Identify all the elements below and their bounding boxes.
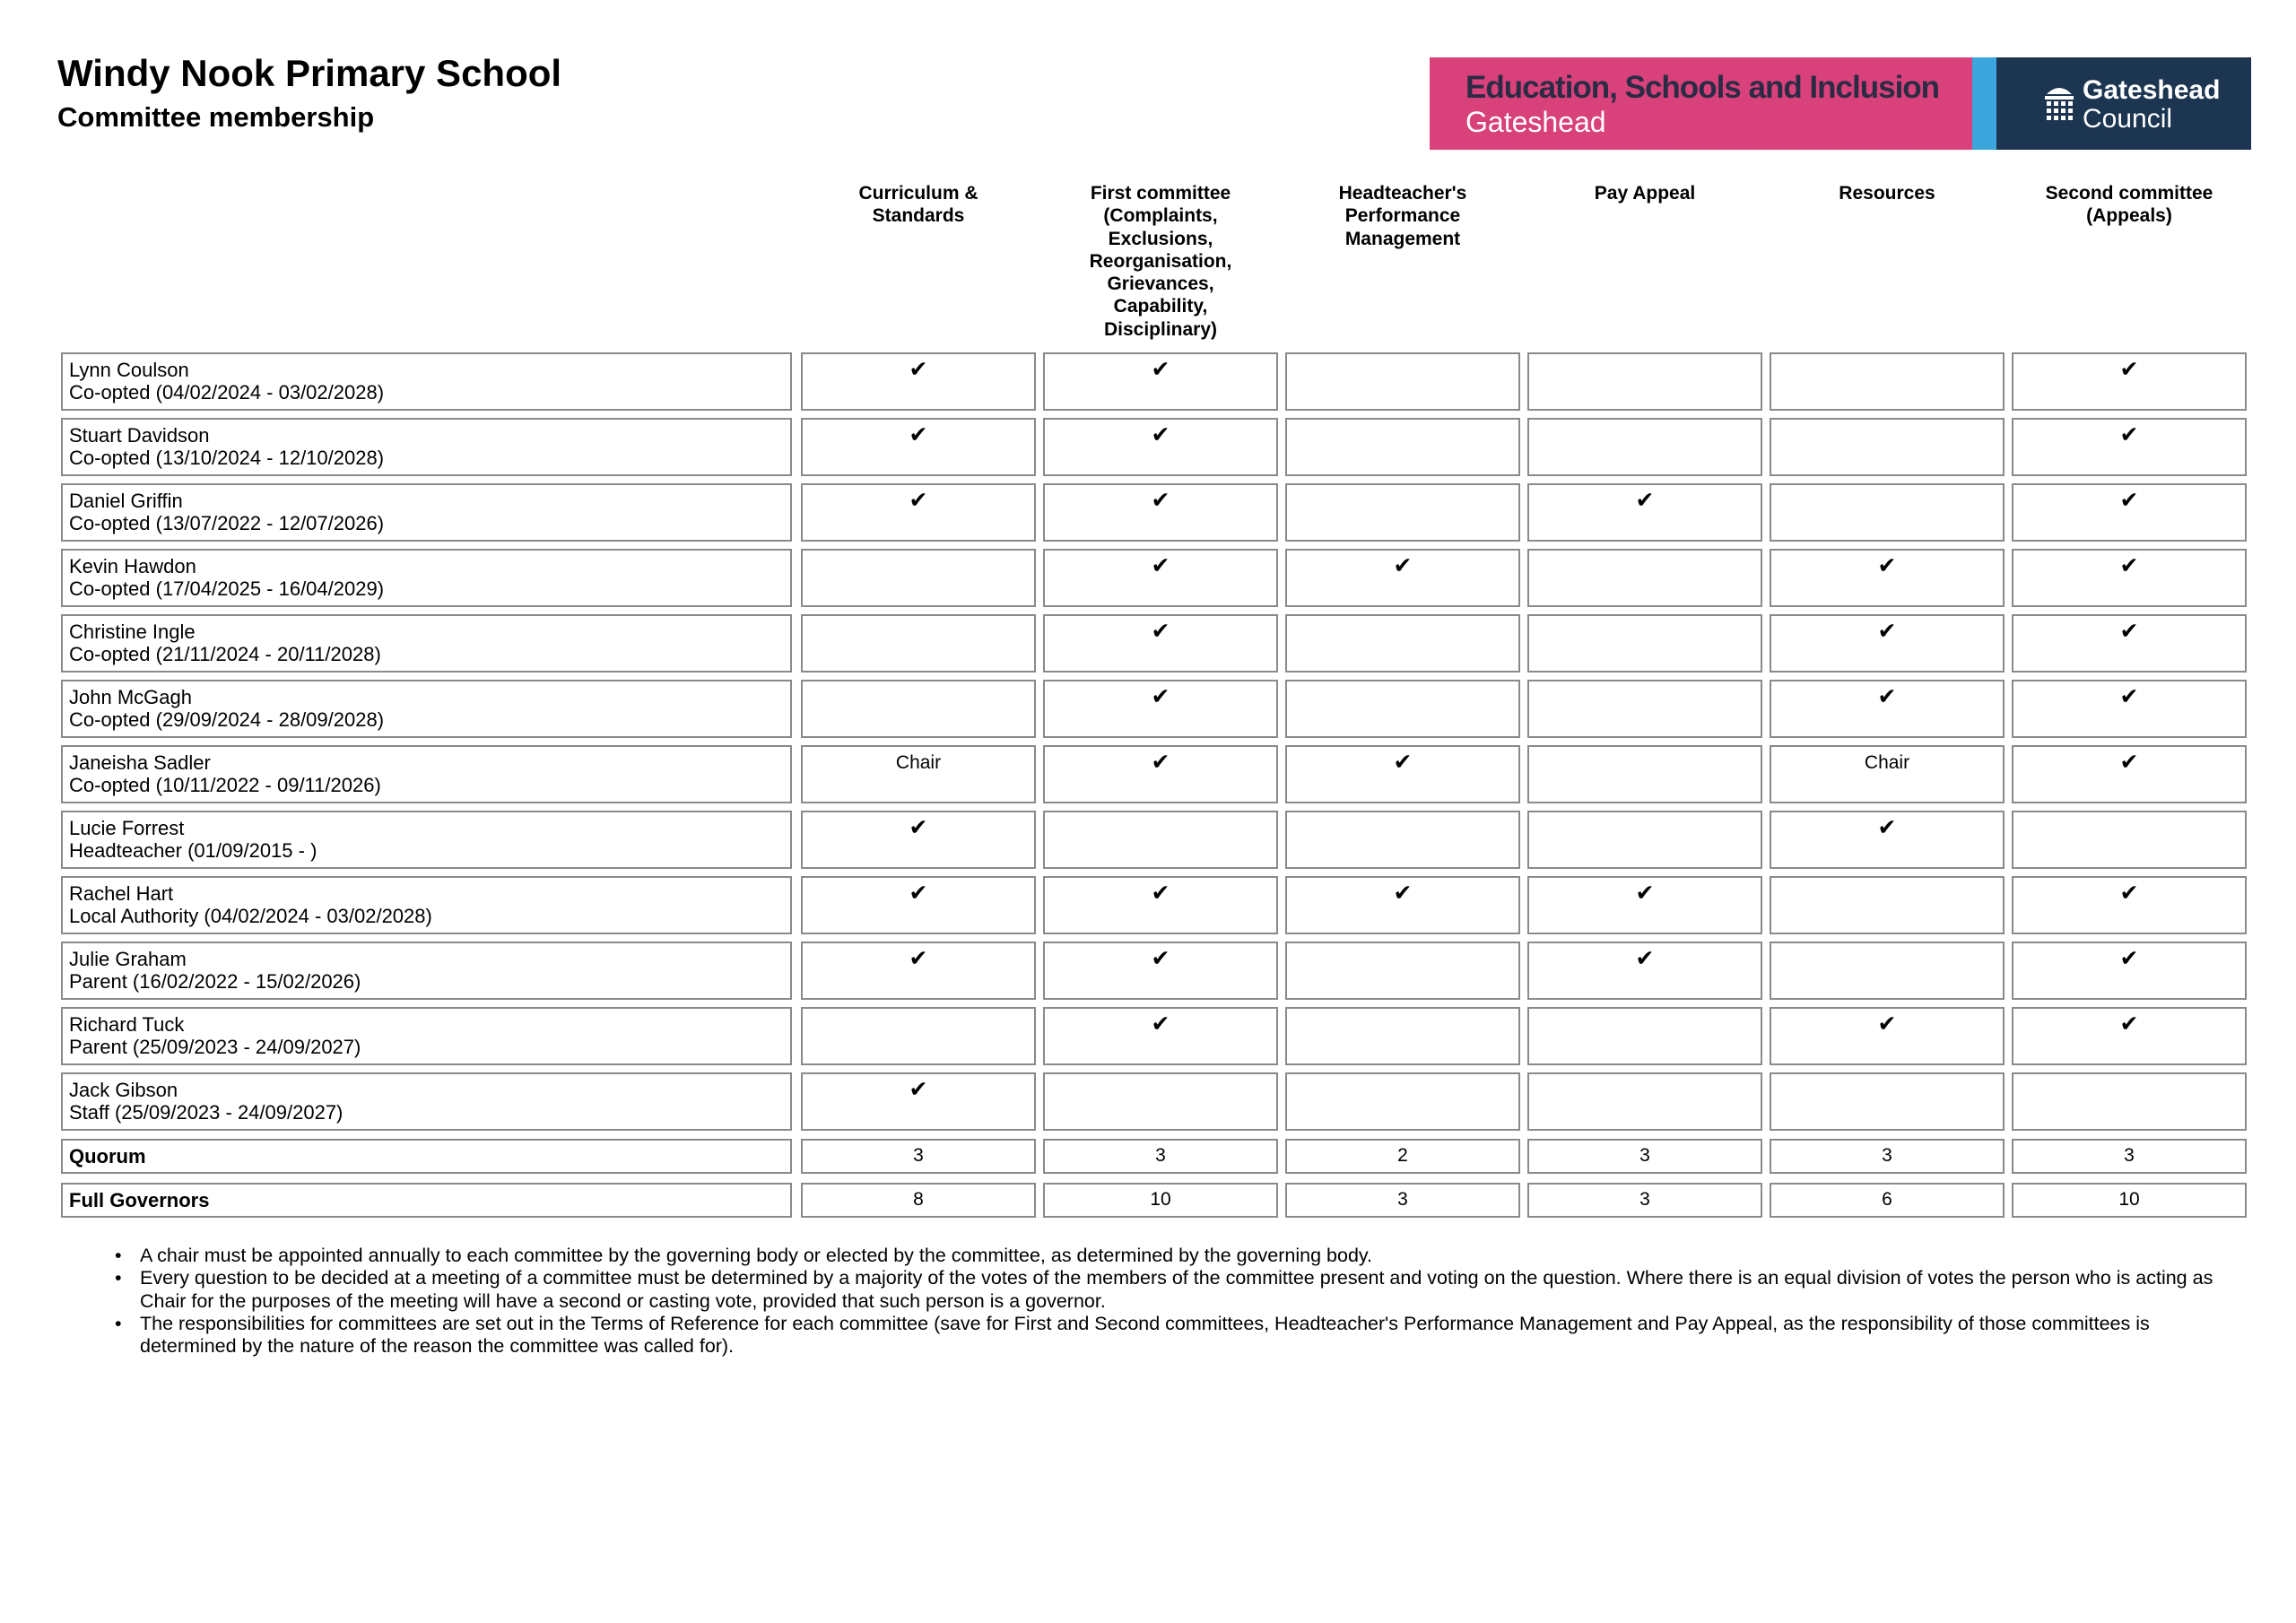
checkmark-cell: ✔ xyxy=(801,483,1036,542)
empty-cell xyxy=(1527,745,1762,803)
column-header: Headteacher's Performance Management xyxy=(1338,183,1467,249)
summary-value: 10 xyxy=(1043,1183,1278,1218)
member-role: Co-opted (13/07/2022 - 12/07/2026) xyxy=(69,512,385,534)
member-cell xyxy=(61,1072,792,1131)
member-name: Jack Gibson xyxy=(69,1079,178,1101)
empty-cell xyxy=(801,549,1036,607)
summary-value: 2 xyxy=(1285,1139,1520,1174)
empty-cell xyxy=(1770,876,2005,934)
member-name: Stuart Davidson xyxy=(69,424,210,447)
note-item: • A chair must be appointed annually to each committee by the governing body or elected by the committee, as determined by the governing body. xyxy=(115,1245,2249,1267)
chair-cell: Chair xyxy=(1770,745,2005,803)
summary-label: Full Governors xyxy=(61,1183,792,1218)
member-cell xyxy=(61,549,792,607)
summary-value: 3 xyxy=(801,1139,1036,1174)
checkmark-cell: ✔ xyxy=(1043,876,1278,934)
member-name: Richard Tuck xyxy=(69,1013,185,1036)
empty-cell xyxy=(1285,614,1520,673)
summary-value: 10 xyxy=(2012,1183,2247,1218)
empty-cell xyxy=(1043,1072,1278,1131)
council-building-icon xyxy=(2043,80,2075,123)
member-cell xyxy=(61,614,792,673)
page-title: Windy Nook Primary School xyxy=(57,52,562,94)
member-name: Lucie Forrest xyxy=(69,817,185,839)
member-name: Rachel Hart xyxy=(69,882,174,905)
checkmark-cell: ✔ xyxy=(1043,745,1278,803)
header-banner xyxy=(1430,57,2251,150)
empty-cell xyxy=(801,680,1036,738)
checkmark-cell: ✔ xyxy=(2012,942,2247,1000)
member-name: Lynn Coulson xyxy=(69,359,189,381)
checkmark-cell: ✔ xyxy=(1285,549,1520,607)
checkmark-cell: ✔ xyxy=(2012,680,2247,738)
empty-cell xyxy=(1527,1072,1762,1131)
banner-line1: Education, Schools and Inclusion xyxy=(1465,70,1940,105)
empty-cell xyxy=(1527,680,1762,738)
member-role: Local Authority (04/02/2024 - 03/02/2028) xyxy=(69,905,432,927)
empty-cell xyxy=(1285,418,1520,476)
member-cell xyxy=(61,483,792,542)
member-name: John McGagh xyxy=(69,686,192,708)
checkmark-cell: ✔ xyxy=(2012,549,2247,607)
empty-cell xyxy=(1285,942,1520,1000)
member-cell xyxy=(61,942,792,1000)
empty-cell xyxy=(1285,483,1520,542)
member-role: Staff (25/09/2023 - 24/09/2027) xyxy=(69,1101,344,1124)
empty-cell xyxy=(1527,418,1762,476)
checkmark-cell: ✔ xyxy=(1527,876,1762,934)
council-name-line1: Gateshead xyxy=(2083,75,2221,105)
empty-cell xyxy=(1770,352,2005,411)
member-role: Parent (25/09/2023 - 24/09/2027) xyxy=(69,1036,361,1058)
member-name: Kevin Hawdon xyxy=(69,555,196,577)
member-role: Parent (16/02/2022 - 15/02/2026) xyxy=(69,970,361,993)
checkmark-cell: ✔ xyxy=(1043,942,1278,1000)
notes-list xyxy=(115,1245,2249,1358)
member-name: Daniel Griffin xyxy=(69,490,183,512)
empty-cell xyxy=(2012,1072,2247,1131)
empty-cell xyxy=(1527,352,1762,411)
empty-cell xyxy=(1285,680,1520,738)
member-role: Headteacher (01/09/2015 - ) xyxy=(69,839,317,862)
summary-value: 3 xyxy=(1527,1139,1762,1174)
empty-cell xyxy=(1285,352,1520,411)
column-header: Second committee (Appeals) xyxy=(2045,183,2213,227)
empty-cell xyxy=(1043,811,1278,869)
member-cell xyxy=(61,680,792,738)
member-role: Co-opted (17/04/2025 - 16/04/2029) xyxy=(69,577,385,600)
checkmark-cell: ✔ xyxy=(2012,352,2247,411)
checkmark-cell: ✔ xyxy=(1043,680,1278,738)
member-role: Co-opted (29/09/2024 - 28/09/2028) xyxy=(69,708,385,731)
note-item: • Every question to be decided at a meeting of a committee must be determined by a majority of the votes of the members of the committee present and voting on the question. Where there is an equal division of votes the person who is acting as Chair for the purposes of the meeting will have a second or casting vote, provided that such person is a governor. xyxy=(115,1267,2249,1313)
council-logo xyxy=(1996,57,2251,150)
checkmark-cell: ✔ xyxy=(801,1072,1036,1131)
member-cell xyxy=(61,811,792,869)
checkmark-cell: ✔ xyxy=(2012,1007,2247,1065)
checkmark-cell: ✔ xyxy=(801,942,1036,1000)
checkmark-cell: ✔ xyxy=(1770,1007,2005,1065)
checkmark-cell: ✔ xyxy=(1770,549,2005,607)
column-header: First committee (Complaints, Exclusions, Reorganisation, Grievances, Capability, Disciplinary) xyxy=(1089,183,1232,340)
empty-cell xyxy=(1527,811,1762,869)
member-cell xyxy=(61,876,792,934)
empty-cell xyxy=(1770,418,2005,476)
member-name: Julie Graham xyxy=(69,948,187,970)
checkmark-cell: ✔ xyxy=(1043,1007,1278,1065)
checkmark-cell: ✔ xyxy=(1285,745,1520,803)
empty-cell xyxy=(1285,811,1520,869)
empty-cell xyxy=(801,614,1036,673)
member-name: Janeisha Sadler xyxy=(69,751,211,774)
checkmark-cell: ✔ xyxy=(1527,942,1762,1000)
empty-cell xyxy=(1770,483,2005,542)
summary-value: 8 xyxy=(801,1183,1036,1218)
banner-line2: Gateshead xyxy=(1465,106,1606,138)
summary-value: 3 xyxy=(1770,1139,2005,1174)
checkmark-cell: ✔ xyxy=(2012,418,2247,476)
empty-cell xyxy=(1527,549,1762,607)
checkmark-cell: ✔ xyxy=(801,418,1036,476)
member-cell xyxy=(61,1007,792,1065)
summary-value: 3 xyxy=(1285,1183,1520,1218)
checkmark-cell: ✔ xyxy=(2012,483,2247,542)
member-cell xyxy=(61,352,792,411)
checkmark-cell: ✔ xyxy=(1043,549,1278,607)
empty-cell xyxy=(1285,1007,1520,1065)
member-role: Co-opted (04/02/2024 - 03/02/2028) xyxy=(69,381,385,404)
empty-cell xyxy=(1770,942,2005,1000)
education-banner xyxy=(1430,57,1972,150)
checkmark-cell: ✔ xyxy=(2012,745,2247,803)
note-item: • The responsibilities for committees are set out in the Terms of Reference for each committee (save for First and Second committees, Headteacher's Performance Management and Pay Appeal, as the responsibility of those committees is determined by the nature of the reason the committee was called for). xyxy=(115,1313,2249,1358)
member-role: Co-opted (10/11/2022 - 09/11/2026) xyxy=(69,774,381,796)
checkmark-cell: ✔ xyxy=(2012,876,2247,934)
summary-label: Quorum xyxy=(61,1139,792,1174)
summary-value: 3 xyxy=(2012,1139,2247,1174)
empty-cell xyxy=(1527,1007,1762,1065)
member-role: Co-opted (13/10/2024 - 12/10/2028) xyxy=(69,447,385,469)
checkmark-cell: ✔ xyxy=(1043,352,1278,411)
checkmark-cell: ✔ xyxy=(1770,680,2005,738)
checkmark-cell: ✔ xyxy=(1043,418,1278,476)
column-header: Curriculum & Standards xyxy=(858,183,978,227)
checkmark-cell: ✔ xyxy=(2012,614,2247,673)
empty-cell xyxy=(1770,1072,2005,1131)
summary-value: 3 xyxy=(1043,1139,1278,1174)
council-name-line2: Council xyxy=(2083,104,2173,134)
checkmark-cell: ✔ xyxy=(1527,483,1762,542)
member-name: Christine Ingle xyxy=(69,621,196,643)
empty-cell xyxy=(1527,614,1762,673)
member-role: Co-opted (21/11/2024 - 20/11/2028) xyxy=(69,643,381,665)
member-cell xyxy=(61,418,792,476)
checkmark-cell: ✔ xyxy=(1770,811,2005,869)
empty-cell xyxy=(1285,1072,1520,1131)
checkmark-cell: ✔ xyxy=(1043,483,1278,542)
empty-cell xyxy=(2012,811,2247,869)
banner-accent-stripe xyxy=(1972,57,1996,150)
checkmark-cell: ✔ xyxy=(801,811,1036,869)
checkmark-cell: ✔ xyxy=(1770,614,2005,673)
checkmark-cell: ✔ xyxy=(801,352,1036,411)
empty-cell xyxy=(801,1007,1036,1065)
checkmark-cell: ✔ xyxy=(801,876,1036,934)
checkmark-cell: ✔ xyxy=(1043,614,1278,673)
checkmark-cell: ✔ xyxy=(1285,876,1520,934)
member-cell xyxy=(61,745,792,803)
column-header: Resources xyxy=(1839,183,1935,204)
page-subtitle: Committee membership xyxy=(57,101,375,133)
summary-value: 6 xyxy=(1770,1183,2005,1218)
summary-value: 3 xyxy=(1527,1183,1762,1218)
column-header: Pay Appeal xyxy=(1594,183,1696,204)
chair-cell: Chair xyxy=(801,745,1036,803)
